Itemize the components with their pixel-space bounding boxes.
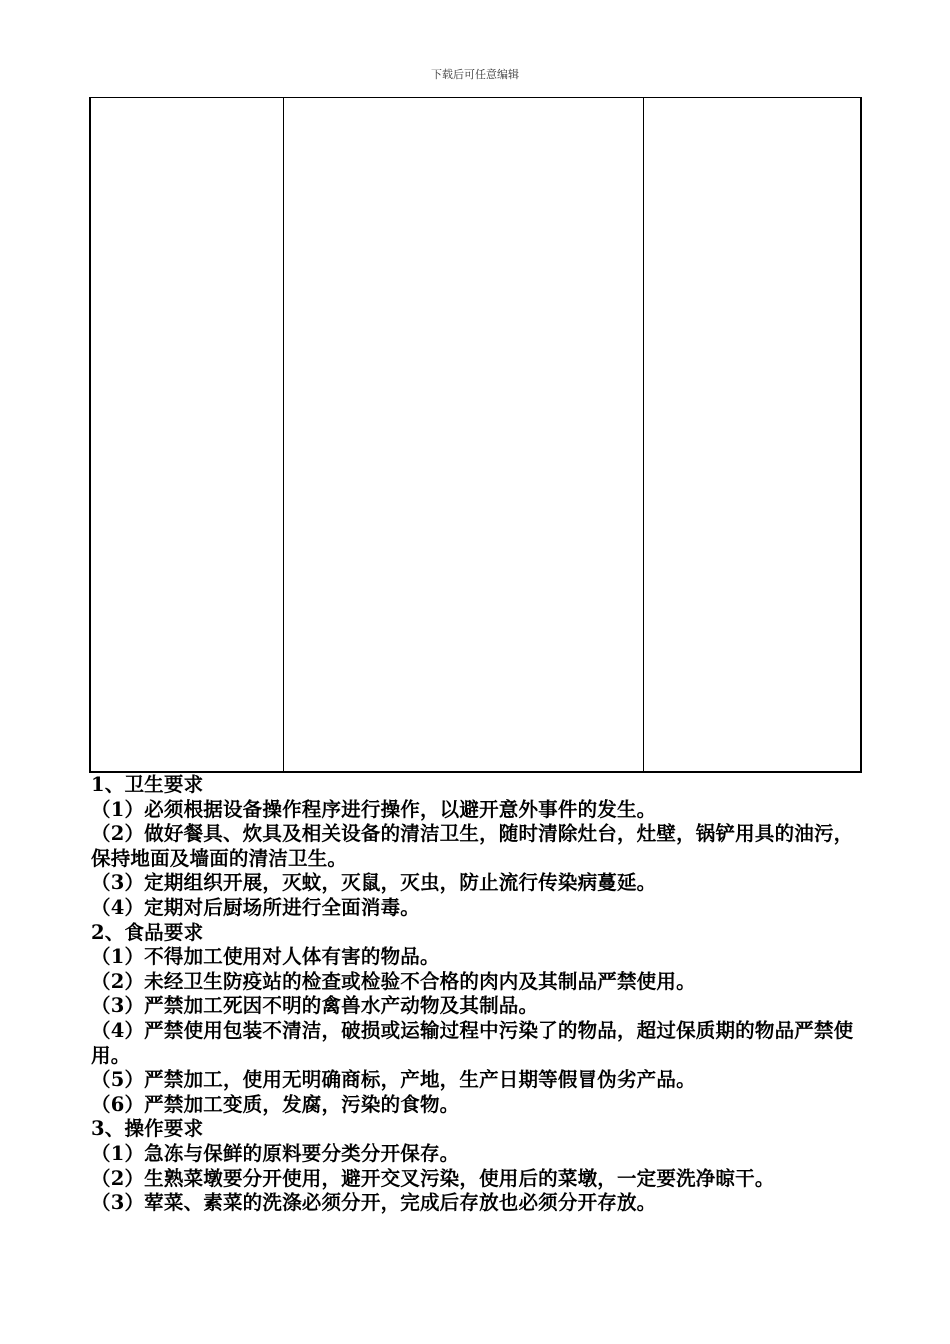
operation-item-3: （3）荤菜、素菜的洗涤必须分开，完成后存放也必须分开存放。 (91, 1191, 657, 1215)
section-heading-food: 2、食品要求 (91, 920, 204, 944)
hygiene-item-3: （3）定期组织开展，灭蚊，灭鼠，灭虫，防止流行传染病蔓延。 (91, 871, 657, 895)
empty-table (89, 97, 862, 773)
food-item-3: （3）严禁加工死因不明的禽兽水产动物及其制品。 (91, 994, 539, 1018)
hygiene-item-2: （2）做好餐具、炊具及相关设备的清洁卫生，随时清除灶台，灶壁，锅铲用具的油污，保持地面及墙面的清洁卫生。 (91, 822, 854, 870)
food-item-1: （1）不得加工使用对人体有害的物品。 (91, 945, 440, 969)
food-item-2: （2）未经卫生防疫站的检查或检验不合格的肉内及其制品严禁使用。 (91, 969, 696, 993)
table-column-divider (283, 98, 284, 771)
food-item-6: （6）严禁加工变质，发腐，污染的食物。 (91, 1092, 460, 1116)
operation-item-2: （2）生熟菜墩要分开使用，避开交叉污染，使用后的菜墩，一定要洗净晾干。 (91, 1166, 775, 1190)
table-column-divider (643, 98, 644, 771)
document-body (91, 773, 866, 1216)
hygiene-item-4: （4）定期对后厨场所进行全面消毒。 (91, 895, 420, 919)
page-header: 下载后可任意编辑 (431, 68, 519, 81)
food-item-5: （5）严禁加工，使用无明确商标，产地，生产日期等假冒伪劣产品。 (91, 1068, 696, 1092)
food-item-4: （4）严禁使用包装不清洁，破损或运输过程中污染了的物品，超过保质期的物品严禁使用。 (91, 1018, 854, 1067)
section-heading-hygiene: 1、卫生要求 (91, 773, 204, 796)
operation-item-1: （1）急冻与保鲜的原料要分类分开保存。 (91, 1141, 460, 1165)
section-heading-operation: 3、操作要求 (91, 1117, 204, 1141)
hygiene-item-1: （1）必须根据设备操作程序进行操作，以避开意外事件的发生。 (91, 797, 657, 821)
